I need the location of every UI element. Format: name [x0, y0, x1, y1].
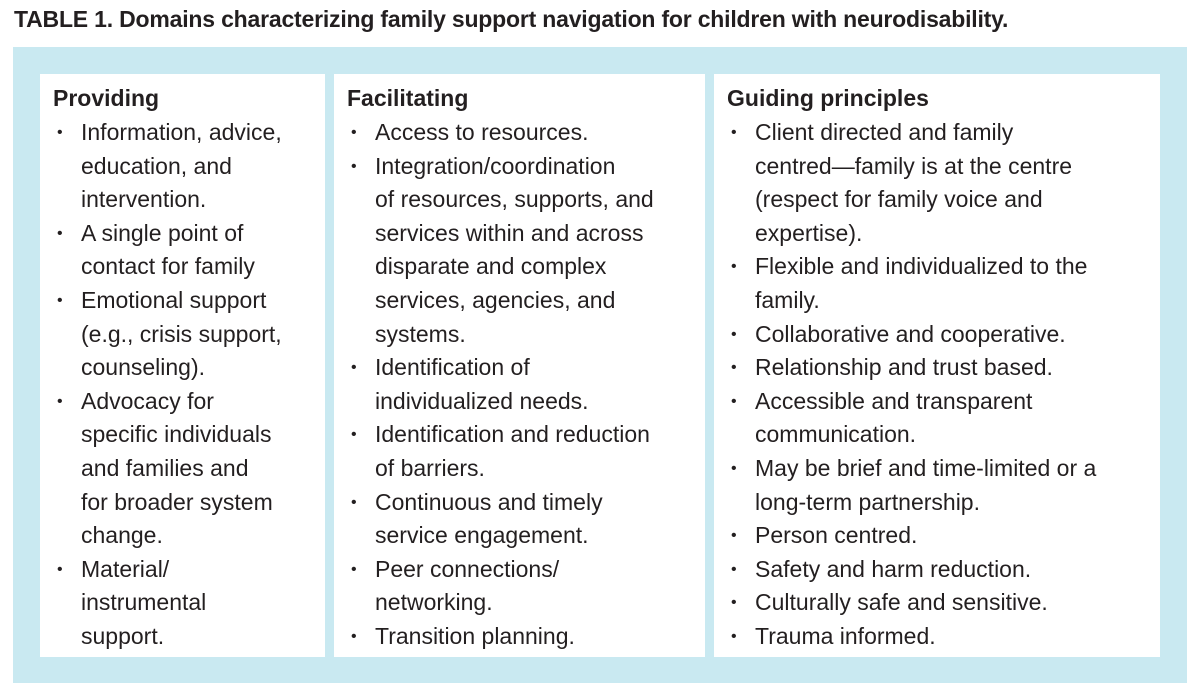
list-item-text: Safety and harm reduction. — [755, 555, 1032, 582]
column-facilitating — [334, 74, 705, 657]
list-item-text: Peer connections/ networking. — [375, 555, 560, 616]
list-item-text: Continuous and timely service engagement. — [375, 488, 603, 549]
bullet-icon: • — [731, 560, 737, 578]
list-item — [347, 553, 705, 620]
list-item-text: Trauma informed. — [755, 622, 936, 649]
list-item — [53, 385, 325, 553]
list-item-text: Person centred. — [755, 522, 918, 549]
list-item-text: Identification and reduction of barriers. — [375, 421, 650, 481]
list-item — [727, 385, 1160, 452]
list-item-text: A single point of contact for family — [81, 219, 255, 280]
bullet-icon: • — [57, 224, 63, 242]
list-item-text: Advocacy for specific individuals and families and for broader system change. — [81, 387, 273, 549]
list-item-text: Collaborative and cooperative. — [755, 320, 1066, 347]
list-item — [53, 284, 325, 385]
bullet-icon: • — [351, 627, 357, 645]
bullet-icon: • — [351, 560, 357, 578]
bullet-icon: • — [57, 124, 63, 141]
bullet-icon: • — [731, 459, 737, 477]
list-item — [53, 217, 325, 284]
bullet-icon: • — [57, 560, 63, 578]
column-providing — [40, 74, 325, 657]
list-item-text: Identification of individualized needs. — [375, 354, 589, 414]
bullet-icon: • — [351, 359, 357, 377]
list-item — [347, 620, 705, 654]
bullet-icon: • — [351, 124, 357, 141]
item-list — [347, 116, 705, 654]
bullet-icon: • — [731, 325, 737, 343]
bullet-icon: • — [57, 392, 63, 410]
list-item — [347, 150, 705, 352]
list-item — [347, 486, 705, 553]
list-item — [727, 452, 1160, 519]
item-list — [727, 116, 1160, 654]
table-label: TABLE 1. — [14, 6, 113, 32]
list-item — [727, 351, 1160, 385]
bullet-icon: • — [731, 527, 737, 545]
list-item-text: Culturally safe and sensitive. — [755, 589, 1048, 616]
column-heading: Guiding principles — [727, 85, 929, 111]
bullet-icon: • — [731, 594, 737, 612]
list-item — [347, 116, 705, 150]
bullet-icon: • — [731, 258, 737, 276]
table-title — [14, 6, 1008, 33]
list-item — [53, 553, 325, 654]
list-item-text: Transition planning. — [375, 622, 575, 649]
list-item-text: Relationship and trust based. — [755, 354, 1053, 381]
list-item-text: May be brief and time-limited or a long-term partnership. — [755, 454, 1097, 515]
list-item — [727, 519, 1160, 553]
list-item — [727, 586, 1160, 620]
list-item — [347, 351, 705, 418]
bullet-icon: • — [351, 493, 357, 511]
column-heading: Providing — [53, 85, 160, 111]
list-item-text: Flexible and individualized to the family. — [755, 253, 1088, 313]
bullet-icon: • — [731, 359, 737, 377]
list-item-text: Emotional support (e.g., crisis support, counseling). — [81, 286, 282, 381]
bullet-icon: • — [351, 426, 357, 444]
bullet-icon: • — [57, 291, 63, 309]
list-item-text: Client directed and family centred—family is at the centre (respect for family voice and expertise). — [755, 119, 1073, 246]
bullet-icon: • — [731, 627, 737, 645]
list-item-text: Access to resources. — [375, 119, 589, 145]
list-item — [347, 418, 705, 485]
list-item — [727, 250, 1160, 317]
list-item-text: Information, advice, education, and intervention. — [81, 119, 282, 213]
list-item-text: Material/ instrumental support. — [81, 555, 207, 649]
list-item — [727, 318, 1160, 352]
bullet-icon: • — [351, 157, 357, 175]
list-item — [727, 620, 1160, 654]
table-caption: Domains characterizing family support navigation for children with neurodisability. — [119, 6, 1009, 32]
column-guiding-principles — [714, 74, 1160, 657]
column-heading: Facilitating — [347, 85, 469, 111]
list-item — [727, 116, 1160, 250]
list-item — [53, 116, 325, 217]
list-item-text: Integration/coordination of resources, supports, and services within and across disparate and complex services, agencies, and systems. — [375, 152, 654, 347]
list-item-text: Accessible and transparent communication. — [755, 387, 1033, 448]
bullet-icon: • — [731, 392, 737, 410]
table-panel — [13, 47, 1187, 683]
item-list — [53, 116, 325, 654]
list-item — [727, 553, 1160, 587]
bullet-icon: • — [731, 124, 737, 141]
